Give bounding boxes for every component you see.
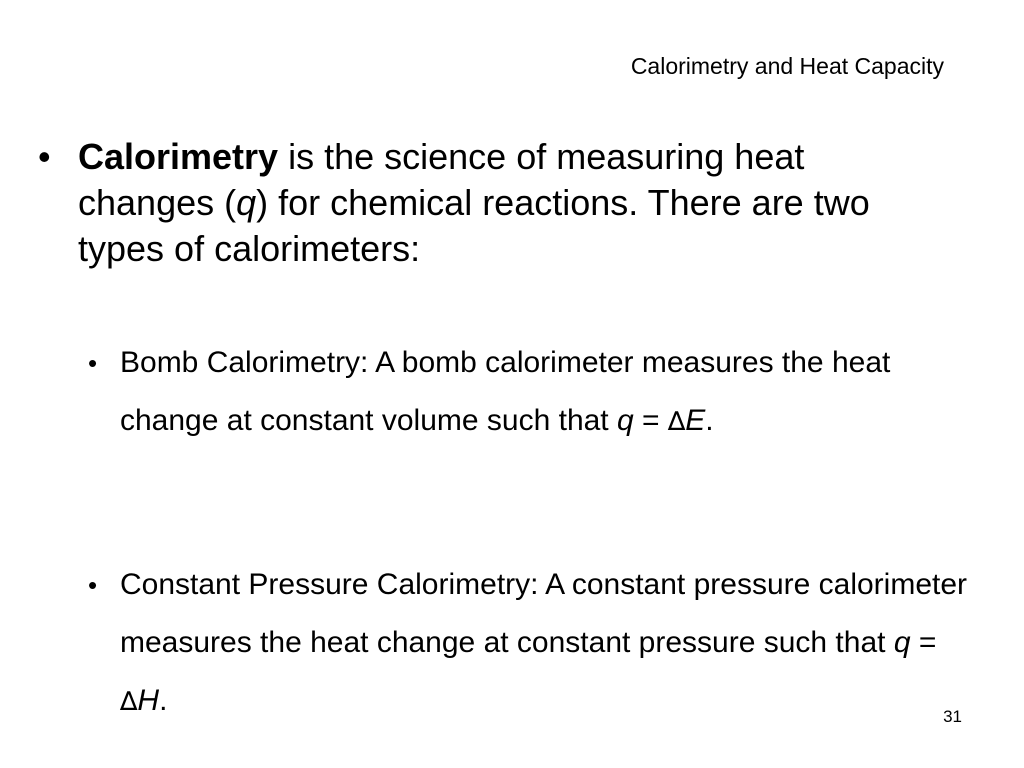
sub-bullet-text: [120, 556, 978, 731]
bullet-marker: •: [88, 348, 98, 378]
delta-symbol: ∆: [120, 687, 138, 717]
equals-sign: =: [633, 404, 668, 437]
sub-bullet-body: Bomb Calorimetry: A bomb calorimeter measures the heat change at constant volume such that: [120, 346, 891, 437]
sub-bullet-constant-pressure-calorimetry: [88, 556, 978, 731]
equals-sign: =: [910, 626, 937, 659]
slide-title: Calorimetry and Heat Capacity: [630, 53, 944, 79]
calorimetry-term: Calorimetry: [78, 136, 279, 177]
delta-symbol: ∆: [667, 407, 686, 437]
bullet-marker: •: [88, 570, 98, 600]
sub-bullet-body: Constant Pressure Calorimetry: A constant pressure calorimeter measures the heat change at constant pressure such that: [120, 568, 968, 659]
sub-bullet-text: [120, 334, 978, 451]
period: .: [705, 404, 714, 437]
variable-q: q: [616, 404, 634, 437]
sub-bullet-bomb-calorimetry: [88, 334, 978, 451]
main-bullet-segment-end: ) for chemical reactions. There are two types of calorimeters:: [78, 182, 870, 269]
page-number: 31: [943, 707, 962, 726]
main-bullet-segment: is the science of measuring heat changes (: [78, 136, 805, 223]
main-bullet-text: [78, 134, 918, 272]
variable-q: q: [236, 182, 257, 223]
variable-e: E: [685, 404, 706, 437]
variable-q: q: [893, 626, 911, 659]
bullet-marker: •: [38, 136, 51, 177]
period: .: [159, 684, 168, 717]
variable-h: H: [137, 684, 160, 717]
main-bullet: [38, 134, 918, 272]
